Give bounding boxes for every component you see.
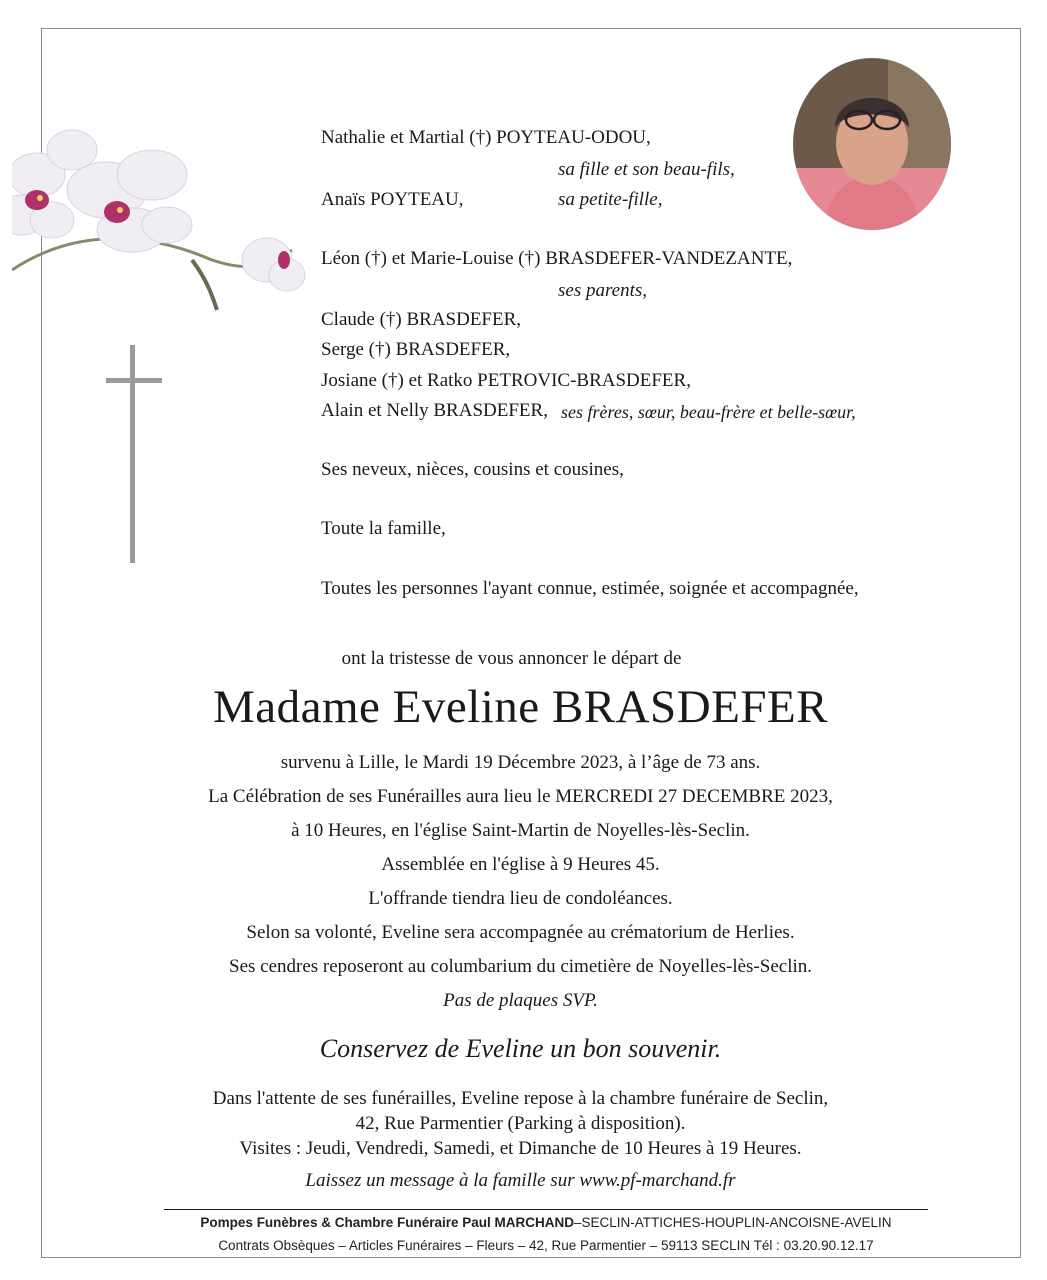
visit-line: Visites : Jeudi, Vendredi, Samedi, et Dimanche de 10 Heures à 19 Heures. <box>239 1138 802 1159</box>
family-line: Nathalie et Martial (†) POYTEAU-ODOU, <box>321 127 651 148</box>
cross-icon <box>104 345 164 563</box>
family-line: Ses neveux, nièces, cousins et cousines, <box>321 459 624 480</box>
detail-line: Pas de plaques SVP. <box>443 990 598 1011</box>
company-name: Pompes Funèbres & Chambre Funéraire Paul MARCHAND <box>200 1215 574 1230</box>
detail-line: Ses cendres reposeront au columbarium du cimetière de Noyelles-lès-Seclin. <box>229 956 812 977</box>
family-line: Léon (†) et Marie-Louise (†) BRASDEFER-VANDEZANTE, <box>321 248 793 269</box>
detail-line: à 10 Heures, en l'église Saint-Martin de Noyelles-lès-Seclin. <box>291 820 750 841</box>
announcement: ont la tristesse de vous annoncer le départ de <box>341 648 682 669</box>
family-line: Toutes les personnes l'ayant connue, estimée, soignée et accompagnée, <box>321 578 859 599</box>
family-line: Claude (†) BRASDEFER, <box>321 309 522 330</box>
family-role: sa petite-fille, <box>558 189 663 210</box>
portrait-photo <box>793 58 951 230</box>
family-line: Josiane (†) et Ratko PETROVIC-BRASDEFER, <box>321 370 691 391</box>
family-role: ses parents, <box>558 280 648 301</box>
family-role: ses frères, sœur, beau-frère et belle-sœur, <box>561 402 856 422</box>
message-link-line: Laissez un message à la famille sur www.pf-marchand.fr <box>305 1170 736 1191</box>
footer-line-2: Contrats Obsèques – Articles Funéraires – Fleurs – 42, Rue Parmentier – 59113 SECLIN Tél : 03.20.90.12.17 <box>218 1238 874 1253</box>
detail-line: Selon sa volonté, Eveline sera accompagnée au crématorium de Herlies. <box>246 922 795 943</box>
family-line: Toute la famille, <box>321 518 446 539</box>
visit-info <box>0 1086 1044 1161</box>
detail-line: L'offrande tiendra lieu de condoléances. <box>368 888 673 909</box>
funeral-details <box>0 746 1044 1018</box>
souvenir-line: Conservez de Eveline un bon souvenir. <box>319 1034 722 1063</box>
detail-line: survenu à Lille, le Mardi 19 Décembre 2023, à l’âge de 73 ans. <box>280 752 761 773</box>
visit-line: Dans l'attente de ses funérailles, Eveline repose à la chambre funéraire de Seclin, <box>212 1088 829 1109</box>
footer-divider <box>164 1209 928 1210</box>
detail-line: La Célébration de ses Funérailles aura lieu le MERCREDI 27 DECEMBRE 2023, <box>208 786 833 807</box>
orchid-flower-icon <box>12 120 312 320</box>
family-line: Anaïs POYTEAU, <box>321 189 464 210</box>
family-line: Alain et Nelly BRASDEFER, <box>321 400 548 421</box>
company-towns: –SECLIN-ATTICHES-HOUPLIN-ANCOISNE-AVELIN <box>574 1215 892 1230</box>
visit-line: 42, Rue Parmentier (Parking à disposition). <box>355 1113 686 1134</box>
footer-line-1 <box>164 1215 928 1230</box>
detail-line: Assemblée en l'église à 9 Heures 45. <box>381 854 660 875</box>
deceased-name: Madame Eveline BRASDEFER <box>212 681 829 733</box>
family-line: Serge (†) BRASDEFER, <box>321 339 511 360</box>
family-role: sa fille et son beau-fils, <box>558 159 735 180</box>
